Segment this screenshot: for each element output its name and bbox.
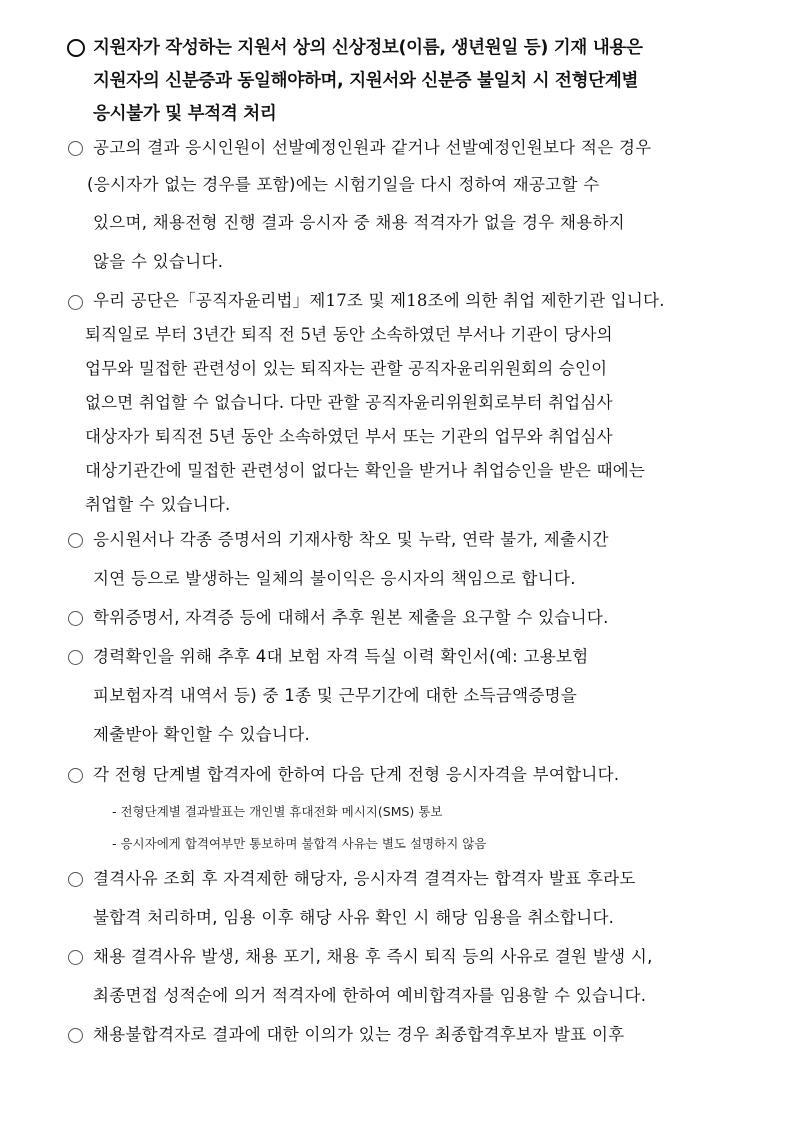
circle-bullet-icon	[68, 295, 83, 310]
notice-line: 응시원서나 각종 증명서의 기재사항 착오 및 누락, 연락 불가, 제출시간	[93, 530, 609, 549]
circle-bullet-icon	[68, 872, 83, 887]
sub-notice-line: - 전형단계별 결과발표는 개인별 휴대전화 메시지(SMS) 통보	[112, 804, 443, 819]
notice-line: 우리 공단은「공직자윤리법」제17조 및 제18조에 의한 취업 제한기관 입니다.	[93, 291, 665, 310]
notice-line: 채용 결격사유 발생, 채용 포기, 채용 후 즉시 퇴직 등의 사유로 결원 발생 시,	[93, 947, 653, 966]
notice-line: 최종면접 성적순에 의거 적격자에 한하여 예비합격자를 임용할 수 있습니다.	[93, 986, 647, 1005]
notice-line: 퇴직일로 부터 3년간 퇴직 전 5년 동안 소속하였던 부서나 기관이 당사의	[85, 325, 613, 344]
circle-bullet-icon	[68, 1028, 83, 1043]
notice-line: 피보험자격 내역서 등) 중 1종 및 근무기간에 대한 소득금액증명을	[93, 686, 578, 705]
circle-bullet-icon	[68, 611, 83, 626]
notice-line: 응시불가 및 부적격 처리	[93, 104, 277, 124]
notice-line: 공고의 결과 응시인원이 선발예정인원과 같거나 선발예정인원보다 적은 경우	[93, 138, 652, 157]
notice-line: 대상자가 퇴직전 5년 동안 소속하였던 부서 또는 기관의 업무와 취업심사	[85, 427, 613, 446]
notice-line: 제출받아 확인할 수 있습니다.	[93, 725, 311, 744]
circle-bullet-icon	[67, 39, 85, 57]
notice-line: 업무와 밀접한 관련성이 있는 퇴직자는 관할 공직자윤리위원회의 승인이	[85, 359, 608, 378]
notice-line: 결격사유 조회 후 자격제한 해당자, 응시자격 결격자는 합격자 발표 후라도	[93, 869, 636, 888]
notice-line: 학위증명서, 자격증 등에 대해서 추후 원본 제출을 요구할 수 있습니다.	[93, 608, 609, 627]
notice-line: 취업할 수 있습니다.	[85, 495, 231, 514]
notice-line: 채용불합격자로 결과에 대한 이의가 있는 경우 최종합격후보자 발표 이후	[93, 1025, 625, 1044]
notice-line: 않을 수 있습니다.	[93, 252, 224, 271]
circle-bullet-icon	[68, 650, 83, 665]
notice-line: 불합격 처리하며, 임용 이후 해당 사유 확인 시 해당 임용을 취소합니다.	[93, 908, 615, 927]
circle-bullet-icon	[68, 141, 83, 156]
notice-line: 지원자가 작성하는 지원서 상의 신상정보(이름, 생년원일 등) 기재 내용은	[93, 38, 643, 58]
notice-line: 없으면 취업할 수 없습니다. 다만 관할 공직자윤리위원회로부터 취업심사	[85, 393, 613, 412]
circle-bullet-icon	[68, 950, 83, 965]
notice-line: 있으며, 채용전형 진행 결과 응시자 중 채용 적격자가 없을 경우 채용하지	[93, 213, 625, 232]
circle-bullet-icon	[68, 533, 83, 548]
notice-line: (응시자가 없는 경우를 포함)에는 시험기일을 다시 정하여 재공고할 수	[87, 175, 600, 194]
circle-bullet-icon	[68, 768, 83, 783]
sub-notice-line: - 응시자에게 합격여부만 통보하며 불합격 사유는 별도 설명하지 않음	[112, 836, 487, 851]
notice-line: 지원자의 신분증과 동일해야하며, 지원서와 신분증 불일치 시 전형단계별	[93, 71, 639, 91]
notice-line: 경력확인을 위해 추후 4대 보험 자격 득실 이력 확인서(예: 고용보험	[93, 647, 589, 666]
notice-line: 지연 등으로 발생하는 일체의 불이익은 응시자의 책임으로 합니다.	[93, 569, 576, 588]
notice-line: 대상기관간에 밀접한 관련성이 없다는 확인을 받거나 취업승인을 받은 때에는	[85, 461, 646, 480]
notice-line: 각 전형 단계별 합격자에 한하여 다음 단계 전형 응시자격을 부여합니다.	[93, 765, 620, 784]
